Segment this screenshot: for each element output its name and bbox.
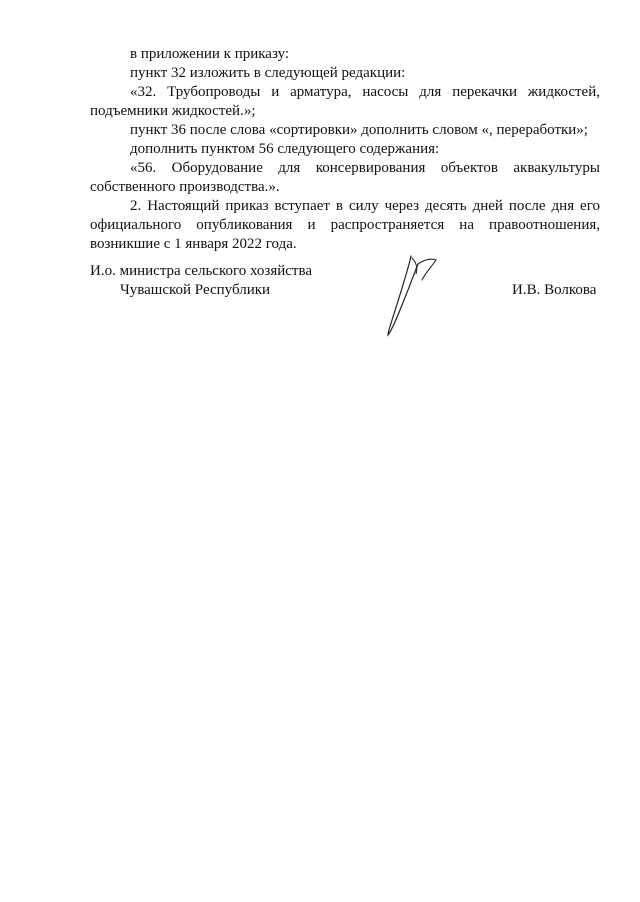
paragraph-4: пункт 36 после слова «сортировки» дополнить словом «, переработки»; xyxy=(130,122,588,138)
paragraph-3: «32. Трубопроводы и арматура, насосы для перекачки жидкостей, подъемники жидкостей.»; xyxy=(90,84,600,119)
signatory-title-line1: И.о. министра сельского хозяйства xyxy=(90,263,313,279)
paragraph-7: 2. Настоящий приказ вступает в силу через десять дней после дня его официального опубликования и распространяется на правоотношения, возникшие с 1 января 2022 года. xyxy=(90,198,600,252)
document-body xyxy=(90,45,600,254)
paragraph-5: дополнить пунктом 56 следующего содержания: xyxy=(130,141,440,157)
signatory-name: И.В. Волкова xyxy=(512,282,597,298)
signatory-title-line2: Чувашской Республики xyxy=(120,282,271,298)
signatory-title xyxy=(90,262,312,300)
paragraph-6: «56. Оборудование для консервирования объектов аквакультуры собственного производства.». xyxy=(90,160,600,195)
handwritten-signature xyxy=(378,250,448,345)
paragraph-2: пункт 32 изложить в следующей редакции: xyxy=(130,65,406,81)
paragraph-1: в приложении к приказу: xyxy=(130,46,290,62)
